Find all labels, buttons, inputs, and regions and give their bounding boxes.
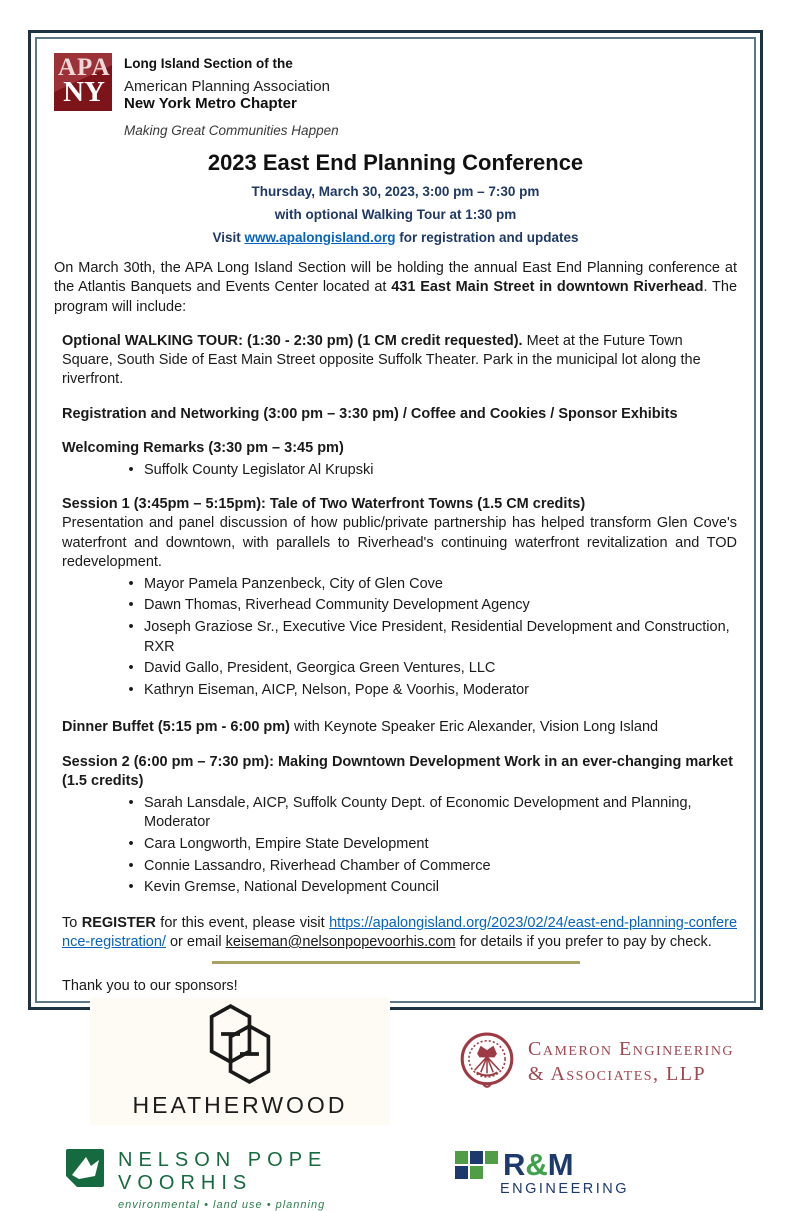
cameron-crest-icon [458, 1031, 516, 1093]
cameron-name-line2: & Associates, LLP [528, 1062, 707, 1085]
list-item [118, 857, 737, 876]
list-item [118, 835, 737, 854]
rm-engineering-logo [455, 1149, 629, 1197]
bullet-dot: • [128, 794, 134, 811]
dinner-section [62, 718, 737, 737]
org-tagline: Making Great Communities Happen [124, 123, 339, 138]
register-text: for this event, please visit [155, 914, 330, 931]
header-org-block [124, 53, 330, 112]
walking-tour-section [62, 332, 737, 390]
cameron-logo [458, 1031, 734, 1093]
org-section-line: Long Island Section of the [124, 56, 293, 71]
email-link[interactable]: keiseman@nelsonpopevoorhis.com [225, 933, 456, 950]
list-item [118, 596, 737, 615]
cameron-name-line1: Cameron Engineering [528, 1037, 735, 1060]
speaker-name: Kevin Gremse, National Development Council [144, 879, 439, 896]
bullet-dot: • [128, 879, 134, 896]
register-text: To [62, 914, 82, 931]
bullet-dot: • [128, 597, 134, 614]
bullet-dot: • [128, 857, 134, 874]
npv-bird-icon [66, 1149, 104, 1189]
session1-description: Presentation and panel discussion of how public/private partnership has helped transform Glen Cove's waterfront and downtown, with parallels to Riverhead's continuing waterfront revitalization and TOD redevelopment. [62, 515, 737, 570]
event-date-line: Thursday, March 30, 2023, 3:00 pm – 7:30 pm [251, 184, 540, 199]
rm-letter-r: R [502, 1147, 526, 1183]
rm-letter-m: M [547, 1147, 574, 1183]
list-item [118, 659, 737, 678]
speaker-name: Cara Longworth, Empire State Development [144, 835, 429, 852]
venue-address: 431 East Main Street in downtown Riverhead [391, 279, 704, 296]
speaker-name: Suffolk County Legislator Al Krupski [144, 461, 374, 478]
heatherwood-logo [90, 998, 390, 1125]
ny-logo-text: NY [63, 76, 105, 108]
visit-prefix: Visit [212, 230, 245, 245]
rm-engineering-text: ENGINEERING [499, 1181, 629, 1198]
welcoming-title: Welcoming Remarks (3:30 pm – 3:45 pm) [62, 439, 344, 456]
heatherwood-name: HEATHERWOOD [132, 1092, 348, 1119]
intro-text: On March 30th, the APA Long Island Section will be holding the annual East End Planning conference at the Atlantis Banquets and Events Center located at [54, 260, 737, 296]
session2-title: Session 2 (6:00 pm – 7:30 pm): Making Downtown Development Work in an ever-changing market (1.5 credits) [62, 753, 733, 789]
olive-divider [212, 961, 580, 964]
header [54, 53, 737, 112]
register-keyword: REGISTER [81, 914, 156, 931]
walking-tour-line: with optional Walking Tour at 1:30 pm [274, 207, 517, 222]
apa-logo-text: APA [58, 54, 111, 81]
speaker-name: Kathryn Eiseman, AICP, Nelson, Pope & Voorhis, Moderator [144, 682, 529, 699]
sponsor-row-1 [54, 998, 737, 1125]
intro-text-after: . The program will include: [54, 279, 738, 315]
bullet-dot: • [128, 660, 134, 677]
apalongisland-link[interactable]: www.apalongisland.org [244, 230, 396, 245]
sponsor-row-2 [54, 1149, 737, 1211]
rm-name [502, 1147, 574, 1183]
register-text: for details if you prefer to pay by check. [455, 933, 712, 950]
walking-tour-details: Meet at the Future Town Square, South Side of East Main Street opposite Suffolk Theater. Park in the municipal lot along the riverfront. [62, 332, 701, 388]
visit-line [54, 230, 737, 245]
npv-text-block [118, 1149, 455, 1211]
speaker-name: David Gallo, President, Georgica Green Ventures, LLC [144, 660, 496, 677]
bullet-dot: • [128, 835, 134, 852]
session2-section [62, 753, 737, 898]
visit-suffix: for registration and updates [395, 230, 579, 245]
intro-paragraph [54, 259, 737, 317]
list-item [118, 878, 737, 897]
speaker-name: Sarah Lansdale, AICP, Suffolk County Dept. of Economic Development and Planning, Moderator [144, 794, 692, 830]
speaker-name: Joseph Graziose Sr., Executive Vice President, Residential Development and Construction, RXR [144, 619, 730, 655]
npv-name: NELSON POPE VOORHIS [118, 1149, 328, 1195]
org-name-line: American Planning Association [124, 78, 330, 95]
list-item [118, 681, 737, 700]
bullet-dot: • [128, 575, 134, 592]
apa-ny-logo [54, 53, 112, 111]
org-chapter-line: New York Metro Chapter [124, 95, 297, 112]
npv-tagline: environmental • land use • planning [118, 1199, 326, 1211]
rm-logo-top [455, 1147, 629, 1183]
register-paragraph [62, 914, 737, 953]
bullet-dot: • [128, 461, 134, 478]
session1-title: Session 1 (3:45pm – 5:15pm): Tale of Two Waterfront Towns (1.5 CM credits) [62, 496, 586, 513]
speaker-name: Connie Lassandro, Riverhead Chamber of Commerce [144, 857, 491, 874]
page-border-inner [35, 37, 756, 1211]
walking-tour-title: Optional WALKING TOUR: (1:30 - 2:30 pm) (1 CM credit requested). [62, 332, 523, 349]
bullet-dot: • [128, 619, 134, 636]
registration-section: Registration and Networking (3:00 pm – 3:30 pm) / Coffee and Cookies / Sponsor Exhibits [62, 405, 678, 422]
rm-ampersand: & [525, 1147, 548, 1183]
list-item [118, 794, 737, 833]
dinner-title: Dinner Buffet (5:15 pm - 6:00 pm) [62, 719, 290, 736]
bullet-dot: • [128, 682, 134, 699]
list-item [118, 575, 737, 594]
rm-checker-icon [455, 1151, 498, 1179]
welcoming-section [62, 439, 737, 480]
register-text: or email [165, 933, 226, 950]
speaker-name: Mayor Pamela Panzenbeck, City of Glen Cove [144, 575, 443, 592]
sponsors-thanks: Thank you to our sponsors! [62, 978, 238, 995]
heatherwood-monogram-icon [203, 1003, 277, 1085]
session1-section [62, 495, 737, 700]
registration-link[interactable]: https://apalongisland.org/2023/02/24/east-end-planning-conference-registration/ [62, 914, 738, 950]
speaker-name: Dawn Thomas, Riverhead Community Development Agency [144, 597, 530, 614]
nelson-pope-voorhis-logo [66, 1149, 455, 1211]
page-title: 2023 East End Planning Conference [207, 150, 584, 175]
dinner-details: with Keynote Speaker Eric Alexander, Vision Long Island [290, 719, 659, 736]
document-page [28, 30, 763, 1211]
list-item [118, 618, 737, 657]
cameron-name [528, 1037, 734, 1087]
list-item [118, 461, 737, 480]
